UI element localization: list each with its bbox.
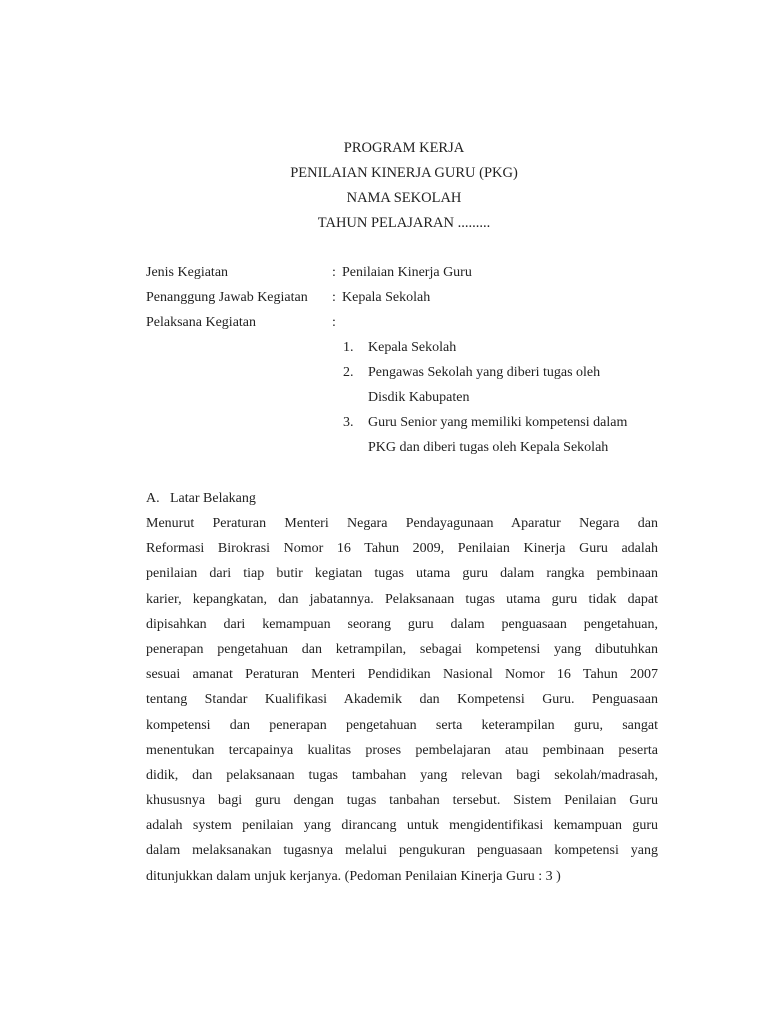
section-letter: A. (146, 491, 160, 506)
paragraph-line: khususnya bagi guru dengan tugas tanbahan tersebut. Sistem Penilaian Guru (146, 793, 658, 809)
executor-item (343, 410, 673, 460)
paragraph-line: kompetensi dan penerapan pengetahuan serta keterampilan guru, sangat (146, 717, 658, 733)
field-label: Penanggung Jawab Kegiatan (146, 290, 308, 305)
paragraph-line: karier, kepangkatan, dan jabatannya. Pelaksanaan tugas utama guru tidak dapat (146, 591, 658, 607)
paragraph-line: didik, dan pelaksanaan tugas tambahan yang relevan bagi sekolah/madrasah, (146, 767, 658, 783)
executor-text-line: Pengawas Sekolah yang diberi tugas oleh (368, 365, 601, 380)
executor-text-line: Disdik Kabupaten (368, 390, 470, 405)
paragraph-line: adalah system penilaian yang dirancang untuk mengidentifikasi kemampuan guru (146, 818, 658, 834)
paragraph-line: sesuai amanat Peraturan Menteri Pendidikan Nasional Nomor 16 Tahun 2007 (146, 667, 658, 683)
title-line-program: PROGRAM KERJA (343, 140, 465, 156)
paragraph-line: menentukan tercapainya kualitas proses pembelajaran atau pembinaan peserta (146, 742, 658, 758)
paragraph-line: penerapan pengetahuan dan ketrampilan, sebagai kompetensi yang dibutuhkan (146, 641, 658, 657)
background-paragraph (146, 511, 658, 889)
executor-text-line: Kepala Sekolah (368, 340, 457, 355)
paragraph-line: dipisahkan dari kemampuan seorang guru dalam penguasaan pengetahuan, (146, 616, 658, 632)
list-number: 1. (343, 340, 354, 355)
title-line-school: NAMA SEKOLAH (346, 190, 462, 206)
paragraph-line: dalam melaksanakan tugasnya melalui pengukuran penguasaan kompetensi yang (146, 843, 658, 859)
field-label: Pelaksana Kegiatan (146, 315, 257, 330)
field-label: Jenis Kegiatan (146, 265, 229, 280)
executor-item (343, 360, 673, 410)
document-title (0, 136, 768, 236)
field-colon: : (332, 265, 336, 280)
field-colon: : (332, 315, 336, 330)
executor-text-line: PKG dan diberi tugas oleh Kepala Sekolah (368, 440, 609, 455)
section-title: Latar Belakang (170, 491, 256, 506)
paragraph-line: Menurut Peraturan Menteri Negara Pendayagunaan Aparatur Negara dan (146, 516, 658, 531)
field-pelaksana-kegiatan (146, 310, 666, 335)
field-penanggung-jawab (146, 285, 666, 310)
paragraph-line: tentang Standar Kualifikasi Akademik dan Kompetensi Guru. Penguasaan (146, 692, 658, 708)
field-value: Kepala Sekolah (342, 290, 431, 305)
executor-list (343, 335, 673, 460)
title-line-pkg: PENILAIAN KINERJA GURU (PKG) (290, 165, 518, 181)
list-number: 2. (343, 365, 354, 380)
paragraph-line: ditunjukkan dalam unjuk kerjanya. (Pedoman Penilaian Kinerja Guru : 3 ) (146, 868, 561, 884)
paragraph-line: penilaian dari tiap butir kegiatan tugas utama guru dalam rangka pembinaan (146, 566, 658, 582)
executor-item (343, 335, 673, 360)
field-value: Penilaian Kinerja Guru (342, 265, 472, 280)
paragraph-line: Reformasi Birokrasi Nomor 16 Tahun 2009, Penilaian Kinerja Guru adalah (146, 541, 658, 557)
list-number: 3. (343, 415, 354, 430)
section-heading-latar-belakang (146, 486, 256, 511)
executor-text-line: Guru Senior yang memiliki kompetensi dalam (368, 415, 628, 430)
title-line-year: TAHUN PELAJARAN ......... (317, 215, 491, 231)
field-jenis-kegiatan (146, 260, 666, 285)
field-colon: : (332, 290, 336, 305)
